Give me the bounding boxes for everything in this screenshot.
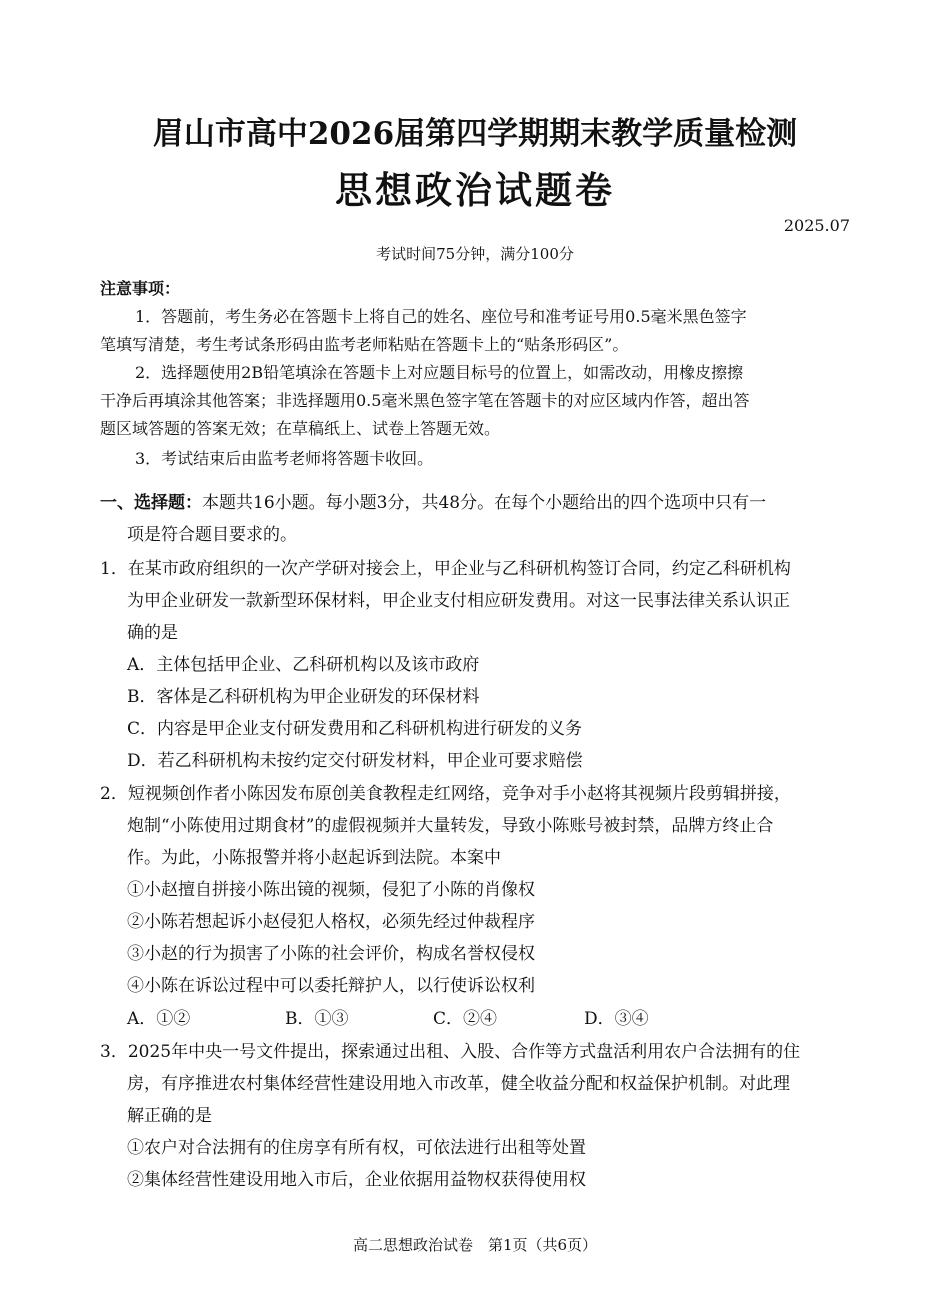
q2-option-c: C．②④ [433,1009,498,1029]
notice-item-2: 2．选择题使用2B铅笔填涂在答题卡上对应题目标号的位置上，如需改动，用橡皮擦擦 [135,363,744,382]
exam-time: 考试时间75分钟，满分100分 [376,245,574,263]
q2-statement-3: ③小赵的行为损害了小陈的社会评价，构成名誉权侵权 [127,944,535,964]
q2-stem-cont: 炮制“小陈使用过期食材”的虚假视频并大量转发，导致小陈账号被封禁，品牌方终止合 [127,816,774,836]
notice-item-3: 3．考试结束后由监考老师将答题卡收回。 [135,449,434,468]
notice-item-2-cont2: 题区域答题的答案无效；在草稿纸上、试卷上答题无效。 [100,419,501,438]
q3-stem-cont: 房，有序推进农村集体经营性建设用地入市改革，健全收益分配和权益保护机制。对此理 [127,1074,790,1094]
exam-title: 眉山市高中2026届第四学期期末教学质量检测 [152,116,798,152]
q2-option-a: A．①② [127,1009,191,1029]
notice-item-1-cont: 笔填写清楚，考生考试条形码由监考老师粘贴在答题卡上的“贴条形码区”。 [100,335,629,354]
q2-statement-1: ①小赵擅自拼接小陈出镜的视频，侵犯了小陈的肖像权 [127,880,535,900]
q3-statement-2: ②集体经营性建设用地入市后，企业依据用益物权获得使用权 [127,1170,586,1190]
q1-stem-cont2: 确的是 [127,623,178,643]
page-footer: 高二思想政治试卷 第1页（共6页） [352,1236,598,1254]
notice-item-1: 1．答题前，考生务必在答题卡上将自己的姓名、座位号和准考证号用0.5毫米黑色签字 [135,307,747,326]
exam-date: 2025.07 [783,216,850,235]
notice-heading: 注意事项： [100,279,181,298]
q1-stem-cont: 为甲企业研发一款新型环保材料，甲企业支付相应研发费用。对这一民事法律关系认识正 [127,591,790,611]
q2-option-b: B．①③ [285,1009,349,1029]
q1-stem: 1．在某市政府组织的一次产学研对接会上，甲企业与乙科研机构签订合同，约定乙科研机构 [100,559,791,579]
q3-stem-cont2: 解正确的是 [127,1106,212,1126]
exam-subtitle: 思想政治试题卷 [335,168,615,212]
q2-statement-4: ④小陈在诉讼过程中可以委托辩护人，以行使诉讼权利 [127,976,535,996]
q3-stem: 3．2025年中央一号文件提出，探索通过出租、入股、合作等方式盘活利用农户合法拥有的住 [100,1042,801,1062]
q2-option-d: D．③④ [584,1009,649,1029]
section-intro-cont: 项是符合题目要求的。 [127,525,297,545]
notice-item-2-cont: 干净后再填涂其他答案；非选择题用0.5毫米黑色签字笔在答题卡的对应区域内作答，超出答 [100,391,750,410]
q2-stem: 2．短视频创作者小陈因发布原创美食教程走红网络，竞争对手小赵将其视频片段剪辑拼接， [100,784,791,804]
q1-option-c: C．内容是甲企业支付研发费用和乙科研机构进行研发的义务 [127,719,583,739]
q1-option-a: A．主体包括甲企业、乙科研机构以及该市政府 [127,655,480,675]
section-intro-text: 本题共16小题。每小题3分，共48分。在每个小题给出的四个选项中只有一 [202,493,767,513]
q1-option-b: B．客体是乙科研机构为甲企业研发的环保材料 [127,687,480,707]
q3-statement-1: ①农户对合法拥有的住房享有所有权，可依法进行出租等处置 [127,1138,586,1158]
q1-option-d: D．若乙科研机构未按约定交付研发材料，甲企业可要求赔偿 [127,751,583,771]
q2-stem-cont2: 作。为此，小陈报警并将小赵起诉到法院。本案中 [127,848,501,868]
section-intro [100,492,766,514]
q2-statement-2: ②小陈若想起诉小赵侵犯人格权，必须先经过仲裁程序 [127,912,535,932]
section-label: 一、选择题： [100,493,202,513]
